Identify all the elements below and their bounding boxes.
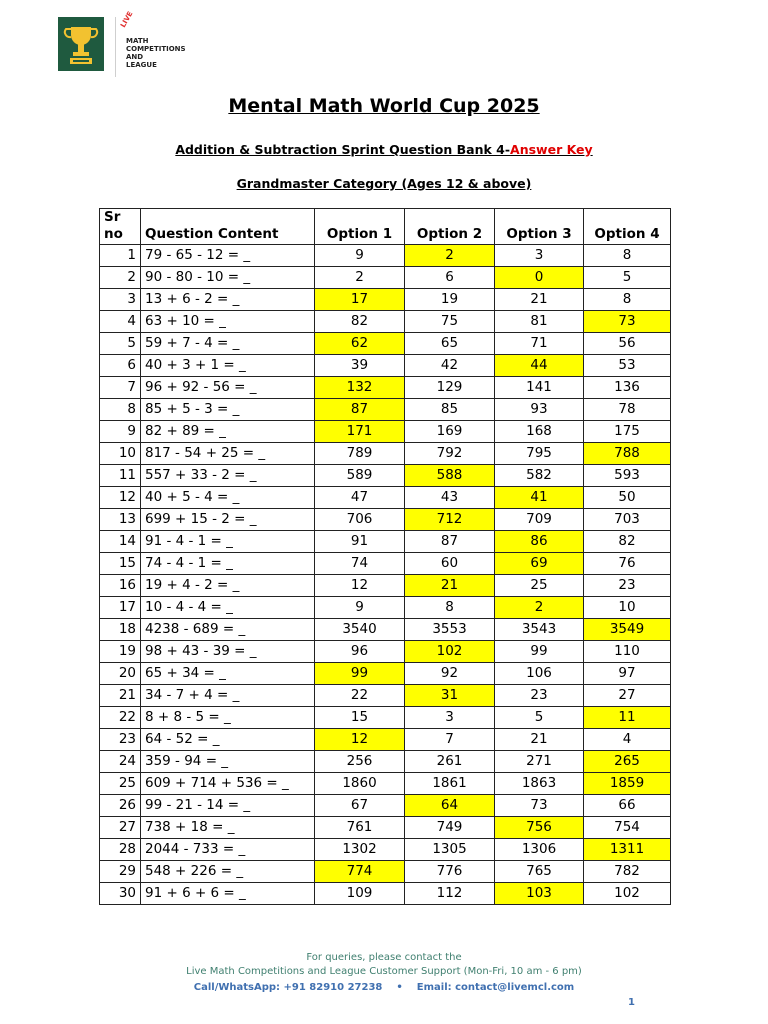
- option-cell: 87: [405, 531, 495, 553]
- footer-email: Email: contact@livemcl.com: [416, 982, 575, 993]
- row-question: 8 + 8 - 5 = _: [141, 707, 315, 729]
- correct-answer-cell: 73: [584, 311, 671, 333]
- table-row: [100, 443, 671, 465]
- row-question: 40 + 3 + 1 = _: [141, 355, 315, 377]
- option-cell: 782: [584, 861, 671, 883]
- correct-answer-cell: 756: [495, 817, 584, 839]
- correct-answer-cell: 774: [315, 861, 405, 883]
- trophy-logo-icon: [58, 17, 104, 71]
- option-cell: 60: [405, 553, 495, 575]
- option-cell: 82: [584, 531, 671, 553]
- table-row: [100, 289, 671, 311]
- correct-answer-cell: 788: [584, 443, 671, 465]
- option-cell: 25: [495, 575, 584, 597]
- table-row: [100, 245, 671, 267]
- correct-answer-cell: 2: [405, 245, 495, 267]
- option-cell: 2: [315, 267, 405, 289]
- option-cell: 39: [315, 355, 405, 377]
- option-cell: 3: [405, 707, 495, 729]
- row-question: 91 - 4 - 1 = _: [141, 531, 315, 553]
- option-cell: 129: [405, 377, 495, 399]
- option-cell: 4: [584, 729, 671, 751]
- option-cell: 53: [584, 355, 671, 377]
- table-row: [100, 355, 671, 377]
- option-cell: 795: [495, 443, 584, 465]
- header-question-content: Question Content: [141, 209, 315, 245]
- option-cell: 1861: [405, 773, 495, 795]
- row-sr-no: 24: [100, 751, 141, 773]
- table-row: [100, 839, 671, 861]
- correct-answer-cell: 0: [495, 267, 584, 289]
- row-sr-no: 10: [100, 443, 141, 465]
- option-cell: 91: [315, 531, 405, 553]
- correct-answer-cell: 1859: [584, 773, 671, 795]
- category-heading: Grandmaster Category (Ages 12 & above): [236, 176, 532, 191]
- table-row: [100, 399, 671, 421]
- table-row: [100, 421, 671, 443]
- row-question: 99 - 21 - 14 = _: [141, 795, 315, 817]
- row-sr-no: 18: [100, 619, 141, 641]
- option-cell: 168: [495, 421, 584, 443]
- row-question: 548 + 226 = _: [141, 861, 315, 883]
- correct-answer-cell: 44: [495, 355, 584, 377]
- correct-answer-cell: 11: [584, 707, 671, 729]
- row-sr-no: 13: [100, 509, 141, 531]
- table-row: [100, 553, 671, 575]
- option-cell: 7: [405, 729, 495, 751]
- table-row: [100, 817, 671, 839]
- header-option-4: Option 4: [584, 209, 671, 245]
- option-cell: 74: [315, 553, 405, 575]
- row-sr-no: 9: [100, 421, 141, 443]
- option-cell: 81: [495, 311, 584, 333]
- option-cell: 6: [405, 267, 495, 289]
- option-cell: 9: [315, 597, 405, 619]
- row-question: 699 + 15 - 2 = _: [141, 509, 315, 531]
- row-sr-no: 15: [100, 553, 141, 575]
- option-cell: 776: [405, 861, 495, 883]
- correct-answer-cell: 69: [495, 553, 584, 575]
- option-cell: 10: [584, 597, 671, 619]
- option-cell: 789: [315, 443, 405, 465]
- row-question: 79 - 65 - 12 = _: [141, 245, 315, 267]
- option-cell: 261: [405, 751, 495, 773]
- row-sr-no: 12: [100, 487, 141, 509]
- option-cell: 749: [405, 817, 495, 839]
- option-cell: 47: [315, 487, 405, 509]
- logo: [58, 10, 186, 79]
- correct-answer-cell: 87: [315, 399, 405, 421]
- row-question: 10 - 4 - 4 = _: [141, 597, 315, 619]
- row-sr-no: 7: [100, 377, 141, 399]
- row-question: 64 - 52 = _: [141, 729, 315, 751]
- option-cell: 76: [584, 553, 671, 575]
- table-row: [100, 641, 671, 663]
- logo-divider: [115, 17, 116, 77]
- option-cell: 71: [495, 333, 584, 355]
- footer-contact-details: [0, 982, 768, 993]
- option-cell: 99: [495, 641, 584, 663]
- option-cell: 109: [315, 883, 405, 905]
- row-question: 74 - 4 - 1 = _: [141, 553, 315, 575]
- row-sr-no: 17: [100, 597, 141, 619]
- correct-answer-cell: 3549: [584, 619, 671, 641]
- row-sr-no: 16: [100, 575, 141, 597]
- header-option-2: Option 2: [405, 209, 495, 245]
- correct-answer-cell: 12: [315, 729, 405, 751]
- correct-answer-cell: 171: [315, 421, 405, 443]
- option-cell: 15: [315, 707, 405, 729]
- header-sr-no: Sr no: [100, 209, 141, 245]
- table-row: [100, 377, 671, 399]
- footer-bullet: •: [396, 982, 403, 993]
- correct-answer-cell: 132: [315, 377, 405, 399]
- row-sr-no: 14: [100, 531, 141, 553]
- option-cell: 3543: [495, 619, 584, 641]
- correct-answer-cell: 17: [315, 289, 405, 311]
- option-cell: 93: [495, 399, 584, 421]
- table-row: [100, 685, 671, 707]
- logo-line: MATH: [126, 37, 149, 45]
- header-option-3: Option 3: [495, 209, 584, 245]
- option-cell: 50: [584, 487, 671, 509]
- option-cell: 66: [584, 795, 671, 817]
- table-row: [100, 773, 671, 795]
- row-sr-no: 26: [100, 795, 141, 817]
- option-cell: 1305: [405, 839, 495, 861]
- row-sr-no: 28: [100, 839, 141, 861]
- option-cell: 96: [315, 641, 405, 663]
- correct-answer-cell: 99: [315, 663, 405, 685]
- row-sr-no: 25: [100, 773, 141, 795]
- logo-text: [126, 37, 186, 69]
- option-cell: 92: [405, 663, 495, 685]
- option-cell: 589: [315, 465, 405, 487]
- table-row: [100, 751, 671, 773]
- row-question: 817 - 54 + 25 = _: [141, 443, 315, 465]
- footer-phone: Call/WhatsApp: +91 82910 27238: [193, 982, 383, 993]
- row-sr-no: 27: [100, 817, 141, 839]
- option-cell: 8: [405, 597, 495, 619]
- row-sr-no: 4: [100, 311, 141, 333]
- option-cell: 761: [315, 817, 405, 839]
- row-question: 738 + 18 = _: [141, 817, 315, 839]
- option-cell: 8: [584, 245, 671, 267]
- table-row: [100, 465, 671, 487]
- row-question: 40 + 5 - 4 = _: [141, 487, 315, 509]
- option-cell: 23: [584, 575, 671, 597]
- option-cell: 5: [495, 707, 584, 729]
- row-question: 34 - 7 + 4 = _: [141, 685, 315, 707]
- option-cell: 256: [315, 751, 405, 773]
- row-sr-no: 19: [100, 641, 141, 663]
- row-question: 59 + 7 - 4 = _: [141, 333, 315, 355]
- row-sr-no: 5: [100, 333, 141, 355]
- header-option-1: Option 1: [315, 209, 405, 245]
- row-question: 90 - 80 - 10 = _: [141, 267, 315, 289]
- option-cell: 593: [584, 465, 671, 487]
- row-sr-no: 22: [100, 707, 141, 729]
- table-row: [100, 531, 671, 553]
- document-title: Mental Math World Cup 2025: [228, 95, 540, 117]
- option-cell: 27: [584, 685, 671, 707]
- row-question: 63 + 10 = _: [141, 311, 315, 333]
- logo-live-text: LIVE: [119, 10, 135, 29]
- option-cell: 97: [584, 663, 671, 685]
- row-question: 609 + 714 + 536 = _: [141, 773, 315, 795]
- subtitle-main: Addition & Subtraction Sprint Question Bank 4-: [175, 142, 511, 157]
- option-cell: 3540: [315, 619, 405, 641]
- row-sr-no: 3: [100, 289, 141, 311]
- option-cell: 21: [495, 729, 584, 751]
- option-cell: 21: [495, 289, 584, 311]
- option-cell: 754: [584, 817, 671, 839]
- option-cell: 141: [495, 377, 584, 399]
- row-question: 557 + 33 - 2 = _: [141, 465, 315, 487]
- footer-support-line: Live Math Competitions and League Customer Support (Mon-Fri, 10 am - 6 pm): [186, 966, 582, 977]
- table-header-row: [100, 209, 671, 245]
- correct-answer-cell: 31: [405, 685, 495, 707]
- row-question: 96 + 92 - 56 = _: [141, 377, 315, 399]
- row-sr-no: 1: [100, 245, 141, 267]
- table-row: [100, 333, 671, 355]
- answer-table: [99, 208, 671, 905]
- option-cell: 703: [584, 509, 671, 531]
- option-cell: 75: [405, 311, 495, 333]
- option-cell: 1863: [495, 773, 584, 795]
- page-number: 1: [628, 997, 635, 1008]
- option-cell: 5: [584, 267, 671, 289]
- correct-answer-cell: 102: [405, 641, 495, 663]
- correct-answer-cell: 41: [495, 487, 584, 509]
- row-question: 19 + 4 - 2 = _: [141, 575, 315, 597]
- logo-line: LEAGUE: [126, 61, 157, 69]
- option-cell: 65: [405, 333, 495, 355]
- correct-answer-cell: 62: [315, 333, 405, 355]
- correct-answer-cell: 103: [495, 883, 584, 905]
- row-question: 4238 - 689 = _: [141, 619, 315, 641]
- option-cell: 67: [315, 795, 405, 817]
- option-cell: 112: [405, 883, 495, 905]
- option-cell: 8: [584, 289, 671, 311]
- option-cell: 106: [495, 663, 584, 685]
- option-cell: 56: [584, 333, 671, 355]
- option-cell: 73: [495, 795, 584, 817]
- option-cell: 582: [495, 465, 584, 487]
- correct-answer-cell: 86: [495, 531, 584, 553]
- table-row: [100, 509, 671, 531]
- option-cell: 3553: [405, 619, 495, 641]
- row-sr-no: 20: [100, 663, 141, 685]
- table-row: [100, 861, 671, 883]
- correct-answer-cell: 265: [584, 751, 671, 773]
- table-row: [100, 311, 671, 333]
- option-cell: 85: [405, 399, 495, 421]
- row-question: 359 - 94 = _: [141, 751, 315, 773]
- option-cell: 136: [584, 377, 671, 399]
- row-question: 2044 - 733 = _: [141, 839, 315, 861]
- row-question: 82 + 89 = _: [141, 421, 315, 443]
- option-cell: 271: [495, 751, 584, 773]
- row-sr-no: 23: [100, 729, 141, 751]
- correct-answer-cell: 64: [405, 795, 495, 817]
- logo-line: COMPETITIONS: [126, 45, 186, 53]
- table-row: [100, 597, 671, 619]
- row-sr-no: 29: [100, 861, 141, 883]
- table-row: [100, 267, 671, 289]
- row-sr-no: 8: [100, 399, 141, 421]
- table-row: [100, 663, 671, 685]
- table-row: [100, 883, 671, 905]
- logo-line: AND: [126, 53, 144, 61]
- option-cell: 3: [495, 245, 584, 267]
- option-cell: 43: [405, 487, 495, 509]
- correct-answer-cell: 21: [405, 575, 495, 597]
- option-cell: 42: [405, 355, 495, 377]
- correct-answer-cell: 2: [495, 597, 584, 619]
- option-cell: 19: [405, 289, 495, 311]
- row-sr-no: 21: [100, 685, 141, 707]
- option-cell: 1302: [315, 839, 405, 861]
- row-sr-no: 11: [100, 465, 141, 487]
- footer-contact-line: For queries, please contact the: [306, 952, 462, 963]
- answer-key-label: Answer Key: [510, 142, 593, 157]
- row-question: 13 + 6 - 2 = _: [141, 289, 315, 311]
- table-row: [100, 707, 671, 729]
- correct-answer-cell: 1311: [584, 839, 671, 861]
- row-question: 85 + 5 - 3 = _: [141, 399, 315, 421]
- option-cell: 12: [315, 575, 405, 597]
- option-cell: 706: [315, 509, 405, 531]
- row-sr-no: 30: [100, 883, 141, 905]
- option-cell: 22: [315, 685, 405, 707]
- option-cell: 709: [495, 509, 584, 531]
- option-cell: 1306: [495, 839, 584, 861]
- correct-answer-cell: 712: [405, 509, 495, 531]
- row-question: 65 + 34 = _: [141, 663, 315, 685]
- document-subtitle: [0, 142, 768, 157]
- option-cell: 82: [315, 311, 405, 333]
- option-cell: 23: [495, 685, 584, 707]
- table-row: [100, 487, 671, 509]
- option-cell: 102: [584, 883, 671, 905]
- table-row: [100, 795, 671, 817]
- option-cell: 792: [405, 443, 495, 465]
- option-cell: 9: [315, 245, 405, 267]
- table-row: [100, 619, 671, 641]
- row-sr-no: 6: [100, 355, 141, 377]
- option-cell: 110: [584, 641, 671, 663]
- option-cell: 765: [495, 861, 584, 883]
- row-question: 98 + 43 - 39 = _: [141, 641, 315, 663]
- row-sr-no: 2: [100, 267, 141, 289]
- option-cell: 169: [405, 421, 495, 443]
- table-row: [100, 575, 671, 597]
- option-cell: 78: [584, 399, 671, 421]
- option-cell: 175: [584, 421, 671, 443]
- correct-answer-cell: 588: [405, 465, 495, 487]
- table-row: [100, 729, 671, 751]
- row-question: 91 + 6 + 6 = _: [141, 883, 315, 905]
- option-cell: 1860: [315, 773, 405, 795]
